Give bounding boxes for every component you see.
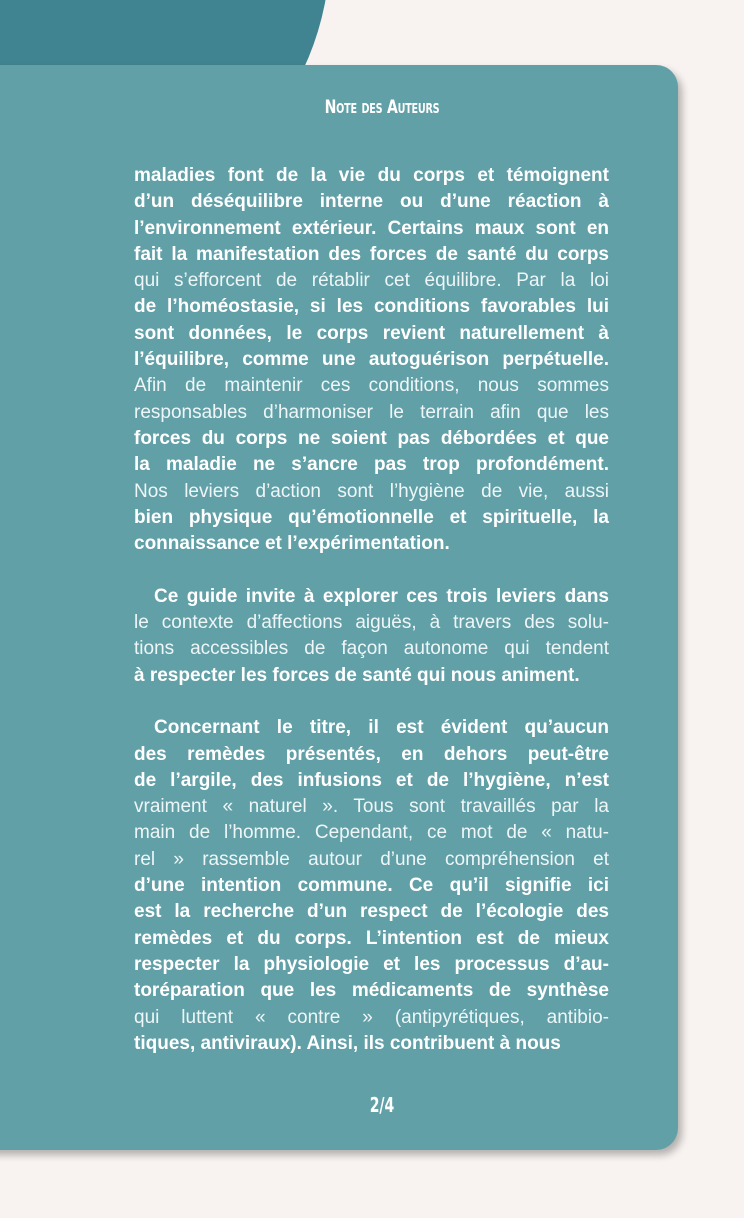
text-line: fait la manifestation des forces de santé du corps	[134, 243, 609, 265]
text-line: Ce guide invite à explorer ces trois leviers dans	[154, 585, 609, 607]
text-line: qui luttent « contre » (antipyrétiques, antibio-	[134, 1006, 609, 1028]
text-line: de l’argile, des infusions et de l’hygiène, n’est	[134, 769, 609, 791]
paragraph-gap	[134, 689, 609, 715]
text-line: toréparation que les médicaments de synthèse	[134, 980, 609, 1002]
text-line: respecter la physiologie et les processus d’au-	[134, 953, 609, 975]
text-line: rel » rassemble autour d’une compréhension et	[134, 848, 609, 870]
paragraph	[134, 715, 609, 1057]
text-line: responsables d’harmoniser le terrain afin que les	[134, 401, 609, 423]
text-line: remèdes et du corps. L’intention est de mieux	[134, 927, 609, 949]
text-line: vraiment « naturel ». Tous sont travaillés par la	[134, 796, 609, 818]
text-line: tiques, antiviraux). Ainsi, ils contribuent à nous	[134, 1032, 561, 1054]
paragraph	[134, 163, 609, 557]
text-line: la maladie ne s’ancre pas trop profondément.	[134, 454, 609, 476]
text-line: d’une intention commune. Ce qu’il signifie ici	[134, 875, 609, 897]
text-line: à respecter les forces de santé qui nous animent.	[134, 664, 580, 686]
text-line: forces du corps ne soient pas débordées et que	[134, 427, 609, 449]
text-line: des remèdes présentés, en dehors peut-être	[134, 743, 609, 765]
text-line: Nos leviers d’action sont l’hygiène de vie, aussi	[134, 480, 609, 502]
text-line: d’un déséquilibre interne ou d’une réaction à	[134, 191, 609, 213]
text-line: de l’homéostasie, si les conditions favorables lui	[134, 296, 609, 318]
text-line: qui s’efforcent de rétablir cet équilibre. Par la loi	[134, 270, 609, 292]
paragraph	[134, 584, 609, 689]
text-line: bien physique qu’émotionnelle et spirituelle, la	[134, 506, 609, 528]
text-line: tions accessibles de façon autonome qui tendent	[134, 638, 609, 660]
text-line: l’équilibre, comme une autoguérison perpétuelle.	[134, 349, 609, 371]
text-line: le contexte d’affections aiguës, à travers des solu-	[134, 612, 609, 634]
text-line: main de l’homme. Cependant, ce mot de « natu-	[134, 822, 609, 844]
page-title: Note des Auteurs	[324, 96, 440, 118]
text-line: Concernant le titre, il est évident qu’aucun	[154, 717, 609, 739]
paragraph-gap	[134, 557, 609, 583]
text-line: l’environnement extérieur. Certains maux sont en	[134, 217, 609, 239]
text-line: est la recherche d’un respect de l’écologie des	[134, 901, 609, 923]
body-text	[134, 163, 609, 1057]
text-line: maladies font de la vie du corps et témoignent	[134, 165, 609, 186]
text-line: sont données, le corps revient naturellement à	[134, 322, 609, 344]
text-line: Afin de maintenir ces conditions, nous sommes	[134, 375, 609, 397]
page-number: 2/4	[369, 1093, 395, 1117]
text-line: connaissance et l’expérimentation.	[134, 533, 450, 555]
